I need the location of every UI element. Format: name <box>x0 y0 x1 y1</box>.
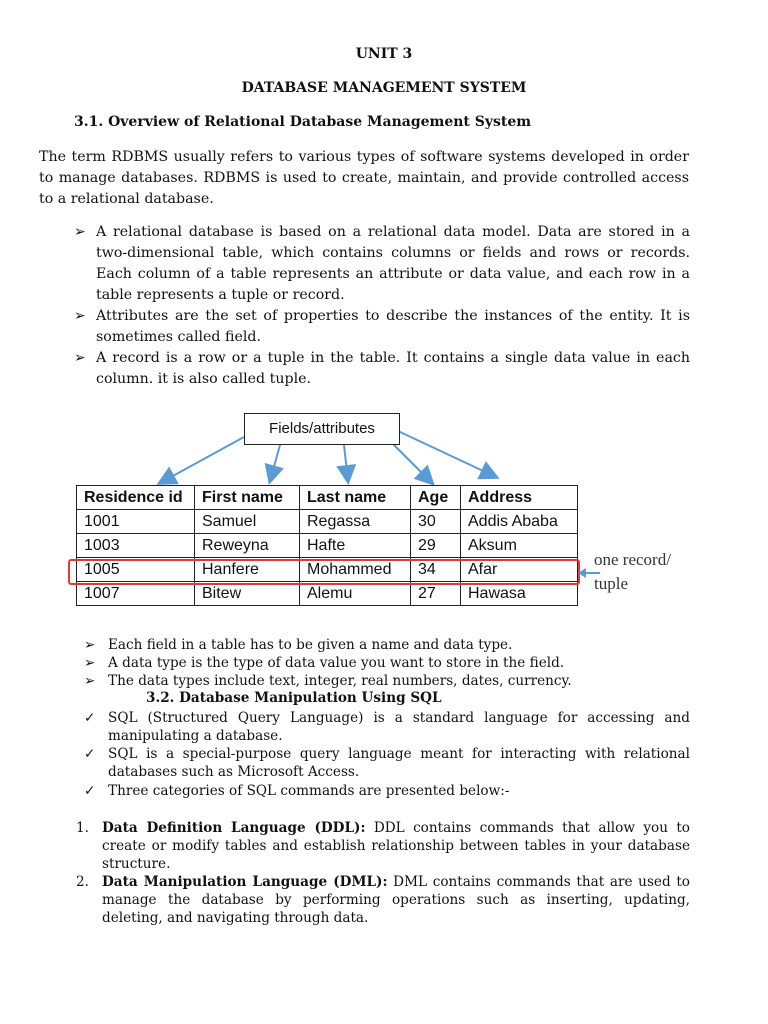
column-header: Residence id <box>77 486 195 510</box>
table-row <box>77 534 578 558</box>
section-3-2-heading: 3.2. Database Manipulation Using SQL <box>146 690 442 706</box>
subject-title: DATABASE MANAGEMENT SYSTEM <box>241 80 527 96</box>
residence-table <box>76 485 578 606</box>
bullet-text: Attributes are the set of properties to describe the instances of the entity. It is sometimes called field. <box>96 308 690 345</box>
list-item <box>84 636 690 654</box>
table-cell: 29 <box>411 534 461 558</box>
table-cell: 1001 <box>77 510 195 534</box>
check-text: SQL (Structured Query Language) is a standard language for accessing and manipulating a database. <box>108 710 690 744</box>
table-cell: Samuel <box>195 510 300 534</box>
arrow-to-residence-id <box>160 437 244 483</box>
table-cell: 30 <box>411 510 461 534</box>
check-text: Three categories of SQL commands are presented below:- <box>108 783 510 799</box>
table-cell: Alemu <box>300 582 411 606</box>
list-item <box>74 348 690 390</box>
check-mark-icon: ✓ <box>84 746 96 762</box>
arrowhead-bullet-icon: ➢ <box>84 655 96 671</box>
item-text <box>102 873 690 927</box>
numbered-item <box>76 819 690 873</box>
table-cell: Addis Ababa <box>461 510 578 534</box>
list-item <box>84 745 690 781</box>
arrowhead-bullet-icon: ➢ <box>74 350 86 366</box>
table-row <box>77 582 578 606</box>
table-cell: Bitew <box>195 582 300 606</box>
list-item <box>84 672 690 690</box>
relational-table-figure <box>60 405 700 615</box>
record-tuple-label <box>594 548 671 596</box>
arrowhead-bullet-icon: ➢ <box>84 673 96 689</box>
unit-title: UNIT 3 <box>355 46 413 62</box>
column-header: Age <box>411 486 461 510</box>
item-text <box>102 819 690 873</box>
column-header: Last name <box>300 486 411 510</box>
arrowhead-bullet-icon: ➢ <box>74 308 86 324</box>
table-cell: 1003 <box>77 534 195 558</box>
bullet-text: A relational database is based on a relational data model. Data are stored in a two-dimensional table, which contains columns or fields and rows or records. Each column of a table represents an attribute or data value, and each row in a table represents a tuple or record. <box>96 224 690 303</box>
table-cell: Hafte <box>300 534 411 558</box>
table-cell: Hawasa <box>461 582 578 606</box>
check-text: SQL is a special-purpose query language meant for interacting with relational databases such as Microsoft Access. <box>108 746 690 780</box>
item-number: 2. <box>76 874 89 890</box>
arrowhead-bullet-icon: ➢ <box>84 637 96 653</box>
table-cell: Regassa <box>300 510 411 534</box>
record-label-line1: one record/ <box>594 550 671 569</box>
item-description: DML contains commands that are used to manage the database by performing operations such as inserting, updating, deleting, and navigating through data. <box>102 874 690 926</box>
fields-attributes-label: Fields/attributes <box>244 413 400 445</box>
table-row <box>77 510 578 534</box>
table-cell: Hanfere <box>195 558 300 582</box>
item-term: Data Manipulation Language (DML): <box>102 874 388 890</box>
item-description: DDL contains commands that allow you to create or modify tables and establish relationship between tables in your database structure. <box>102 820 690 872</box>
table-cell: Aksum <box>461 534 578 558</box>
table-cell: Afar <box>461 558 578 582</box>
table-cell: 1005 <box>77 558 195 582</box>
table-cell: 34 <box>411 558 461 582</box>
intro-paragraph: The term RDBMS usually refers to various types of software systems developed in order to manage databases. RDBMS is used to create, maintain, and provide controlled access to a relational database. <box>39 149 689 207</box>
column-header: Address <box>461 486 578 510</box>
list-item <box>84 654 690 672</box>
list-item <box>84 709 690 745</box>
arrow-to-first-name <box>270 445 280 481</box>
numbered-item <box>76 873 690 927</box>
arrow-to-age <box>390 441 432 483</box>
table-cell: Reweyna <box>195 534 300 558</box>
table-cell: Mohammed <box>300 558 411 582</box>
section-3-1-heading: 3.1. Overview of Relational Database Management System <box>74 114 532 130</box>
table-cell: 1007 <box>77 582 195 606</box>
column-header: First name <box>195 486 300 510</box>
bullet-text: A data type is the type of data value you want to store in the field. <box>108 655 565 671</box>
arrowhead-bullet-icon: ➢ <box>74 224 86 240</box>
list-item <box>74 306 690 348</box>
bullet-text: The data types include text, integer, real numbers, dates, currency. <box>108 673 572 689</box>
arrow-to-address <box>398 431 496 477</box>
check-mark-icon: ✓ <box>84 783 96 799</box>
record-highlight-box <box>68 559 580 585</box>
bullet-text: Each field in a table has to be given a name and data type. <box>108 637 513 653</box>
check-mark-icon: ✓ <box>84 710 96 726</box>
table-cell: 27 <box>411 582 461 606</box>
record-label-line2: tuple <box>594 574 628 593</box>
item-number: 1. <box>76 820 89 836</box>
list-item <box>84 782 690 800</box>
table-header-row <box>77 486 578 510</box>
bullet-text: A record is a row or a tuple in the table. It contains a single data value in each column. it is also called tuple. <box>96 350 690 387</box>
list-item <box>74 222 690 306</box>
item-term: Data Definition Language (DDL): <box>102 820 366 836</box>
arrow-to-last-name <box>344 445 348 481</box>
